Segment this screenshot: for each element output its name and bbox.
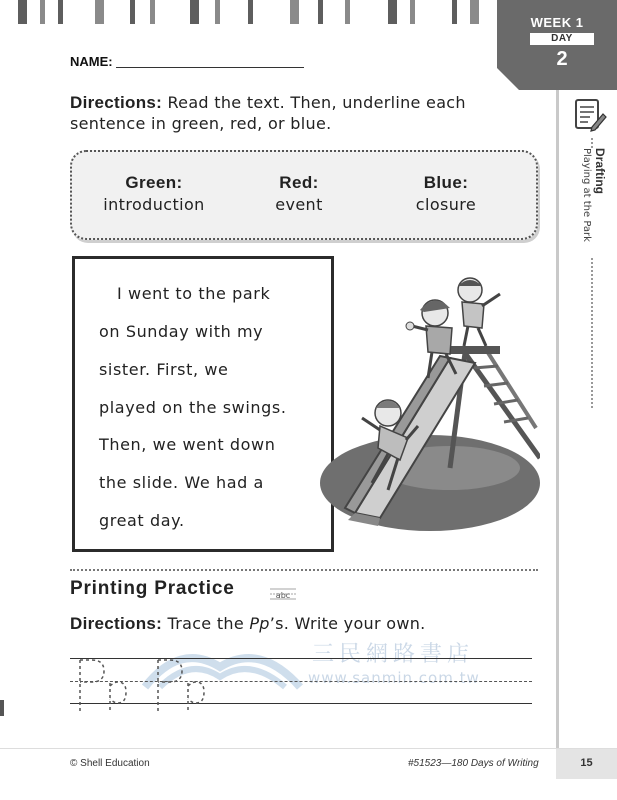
color-key-green: [94, 173, 214, 214]
story-line: played on the swings.: [99, 398, 287, 417]
color-name: Green:: [125, 173, 183, 192]
sidebar-rule: [556, 90, 559, 750]
color-key-red: [244, 173, 354, 214]
watermark-url: www.sanmin.com.tw: [308, 669, 480, 687]
band-stripe: [18, 0, 27, 24]
band-stripe: [40, 0, 45, 24]
directions-text: Read the text. Then, underline each sentence in green, red, or blue.: [70, 93, 466, 133]
trace-letter-Pp-2[interactable]: [148, 650, 208, 712]
directions-label: Directions:: [70, 93, 163, 112]
writing-notebook-icon: [572, 97, 608, 133]
band-stripe: [345, 0, 350, 24]
band-stripe: [470, 0, 479, 24]
story-line: sister. First, we: [99, 360, 229, 379]
color-meaning: event: [275, 195, 323, 214]
directions-text-after: ’s. Write your own.: [269, 614, 426, 633]
directions-reading: [70, 92, 490, 134]
tab-shape: [497, 0, 617, 90]
directions-text-before: Trace the: [167, 614, 250, 633]
band-stripe: [452, 0, 457, 24]
band-stripe: [58, 0, 63, 24]
abc-text: abc: [275, 591, 291, 600]
page-number: 15: [580, 757, 593, 769]
color-key-blue: [390, 173, 502, 214]
story-line: great day.: [99, 511, 185, 530]
day-number: 2: [556, 48, 568, 70]
sidebar-stage: Drafting: [593, 148, 607, 194]
children-on-slide-illustration: [300, 268, 540, 568]
section-divider: [70, 569, 538, 571]
color-name: Red:: [279, 173, 319, 192]
sidebar-dotted-rule: [591, 138, 593, 148]
week-label: WEEK 1: [530, 15, 584, 30]
directions-printing: [70, 613, 540, 634]
directions-letter: Pp: [249, 614, 270, 633]
story-text-box: [72, 256, 334, 552]
handwriting-base-line: [70, 703, 532, 704]
sidebar-topic: Playing at the Park: [581, 148, 592, 242]
band-stripe: [130, 0, 135, 24]
color-meaning: introduction: [103, 195, 205, 214]
band-stripe: [388, 0, 397, 24]
band-stripe: [248, 0, 253, 24]
band-stripe: [150, 0, 155, 24]
color-meaning: closure: [415, 195, 477, 214]
directions-label: Directions:: [70, 614, 163, 633]
week-day-tab: [497, 0, 617, 90]
handwriting-mid-line: [70, 681, 532, 682]
watermark-chinese: 三民網路書店: [312, 642, 475, 667]
band-stripe: [215, 0, 220, 24]
handwriting-top-line: [70, 658, 532, 659]
printing-practice-title: Printing Practice: [70, 578, 235, 599]
band-stripe: [410, 0, 415, 24]
trace-letter-Pp-1[interactable]: [70, 650, 130, 712]
story-line: I went to the park: [117, 284, 271, 303]
day-label: DAY: [530, 33, 594, 45]
name-label: NAME:: [70, 54, 113, 69]
name-write-line[interactable]: [116, 67, 304, 68]
band-stripe: [190, 0, 199, 24]
sidebar-label: [571, 148, 611, 258]
handwriting-practice-lines[interactable]: [70, 650, 532, 710]
footer-book-title: #51523—180 Days of Writing: [408, 758, 539, 769]
page-number-box: [556, 749, 617, 779]
page-edge-mark: [0, 700, 4, 716]
band-stripe: [95, 0, 104, 24]
color-key-box: [70, 150, 538, 240]
color-name: Blue:: [423, 173, 469, 192]
abc-handwriting-icon: [270, 585, 296, 599]
band-stripe: [318, 0, 323, 24]
sidebar-dotted-rule-lower: [591, 258, 593, 408]
footer-copyright: © Shell Education: [70, 758, 150, 769]
band-stripe: [290, 0, 299, 24]
story-line: on Sunday with my: [99, 322, 264, 341]
footer-rule: [0, 748, 617, 749]
story-line: the slide. We had a: [99, 473, 264, 492]
story-line: Then, we went down: [99, 435, 276, 454]
top-decorative-band: [0, 0, 520, 24]
